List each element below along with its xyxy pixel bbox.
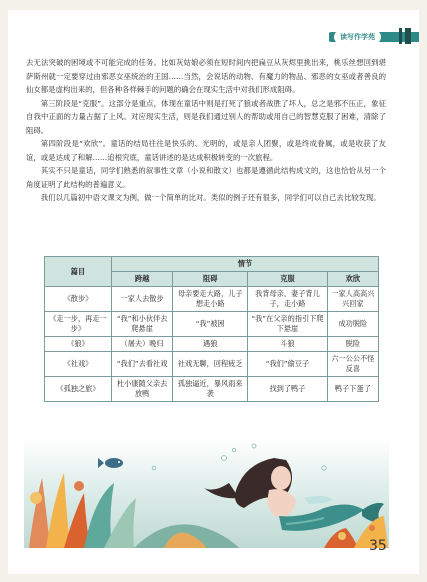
paragraph: 我们以几篇初中语文课文为例，做一个简单的比对。类似的例子还有很多，同学们可以自己去比较发现。 — [40, 193, 381, 202]
header-decor-bar — [405, 28, 411, 44]
table-cell: 母亲要走大路，儿子想走小路 — [173, 287, 248, 312]
table-cell: 我背母亲，妻子背儿子，走小路 — [248, 287, 328, 312]
table-cell: “我”和小伙伴去爬悬崖 — [112, 312, 173, 337]
table-cell: 一家人高高兴兴回家 — [327, 287, 378, 312]
table-cell: “我”在父亲的指引下爬下悬崖 — [248, 312, 328, 337]
table-subheader: 阻碍 — [173, 272, 248, 287]
body-text — [26, 56, 386, 205]
section-title: 读写作学苑 — [334, 30, 381, 44]
table-cell: 找到了鸭子 — [248, 377, 328, 402]
table-cell: 孤独逼近，暴风雨来袭 — [173, 377, 248, 402]
table-row — [45, 337, 379, 352]
table-cell: 六一公公不怪反喜 — [327, 352, 378, 377]
table-cell-title: 《散步》 — [45, 287, 112, 312]
table-header-title: 篇目 — [45, 257, 112, 287]
table-row — [45, 312, 379, 337]
table-cell: 遇狼 — [173, 337, 248, 352]
table-subheader: 跨越 — [112, 272, 173, 287]
table-row — [45, 287, 379, 312]
table-cell: “我们”去看社戏 — [112, 352, 173, 377]
paragraph: 第三阶段是“克服”。这部分是重点，体现在童话中则是打死了狼或者战胜了坏人，总之是邪不压正，象征自我中正面的力量占据了上风。对应现实生活，则是我们通过别人的帮助或用自己的智慧克服了困难，清除了阻碍。 — [26, 98, 386, 135]
plot-comparison-table — [44, 256, 379, 402]
header-bar — [8, 10, 419, 46]
header-decor-bar — [399, 28, 402, 44]
table-cell-title: 《社戏》 — [45, 352, 112, 377]
table-subheader: 克服 — [248, 272, 328, 287]
paragraph: 去无法突破的困境或不可能完成的任务。比如灰姑娘必须在短时间内把扁豆从灰烬里挑出来，桃乐丝想回到堪萨斯州就一定要穿过由邪恶女巫统治的王国……当然，会说话的动物、有魔力的物品、邪恶的女巫或者善良的仙女都是虚构出来的，但各种各样棘手的问题的确会在现实生活中对我们形成阻碍。 — [26, 58, 386, 94]
table-cell: “我们”偷豆子 — [248, 352, 328, 377]
table-cell: 鸭子下蛋了 — [327, 377, 378, 402]
table-row — [45, 377, 379, 402]
table-row — [45, 352, 379, 377]
page-number: 35 — [369, 538, 387, 554]
table-cell: 斗狼 — [248, 337, 328, 352]
table-cell-title: 《孤独之旅》 — [45, 377, 112, 402]
table-cell: “我”被困 — [173, 312, 248, 337]
paragraph: 其实不只是童话，同学们熟悉的叙事性文章（小说和散文）也都是遵循此结构成文的，这也恰恰从另一个角度证明了此结构的普遍意义。 — [26, 166, 386, 189]
table-cell: 杜小康随父亲去放鸭 — [112, 377, 173, 402]
table-subheader: 欢欣 — [327, 272, 378, 287]
table-header-group: 情节 — [112, 257, 379, 272]
table-cell: 一家人去散步 — [112, 287, 173, 312]
table-cell: 成功脱险 — [327, 312, 378, 337]
mermaid-illustration — [24, 438, 389, 548]
table-cell: 脱险 — [327, 337, 378, 352]
paragraph: 第四阶段是“欢欣”。童话的结局往往是快乐的、光明的，或是亲人团聚，或是终成眷属，或是收获了友谊，或是达成了和解……追根究底，童话讲述的是达成积极转变的一次旅程。 — [26, 139, 386, 162]
table-cell: （屠夫）晚归 — [112, 337, 173, 352]
table-cell-title: 《走一步，再走一步》 — [45, 312, 112, 337]
table-cell: 社戏无聊，回程疲乏 — [173, 352, 248, 377]
table-cell-title: 《狼》 — [45, 337, 112, 352]
